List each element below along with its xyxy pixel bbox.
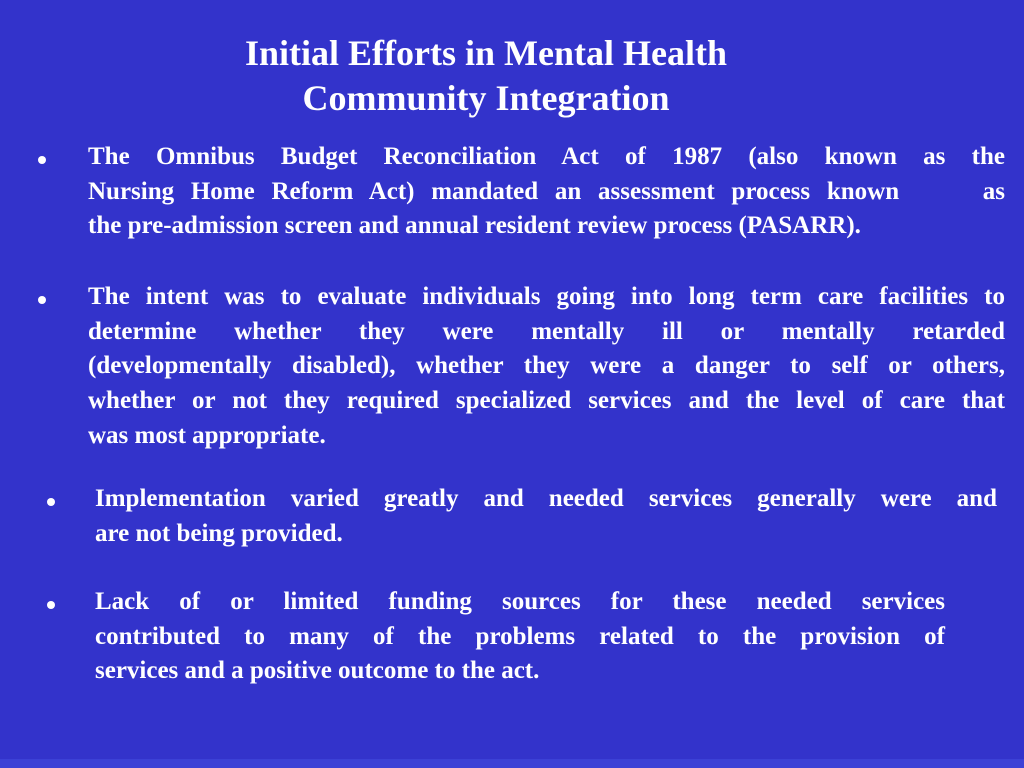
slide-bottom-strip <box>0 759 1024 768</box>
bullet-dot-icon <box>47 601 55 609</box>
bullet-line: The intent was to evaluate individuals going into long term care facilities to <box>88 283 1005 310</box>
bullet-item-2 <box>88 280 1005 454</box>
bullet-line: (developmentally disabled), whether they were a danger to self or others, <box>88 352 1005 380</box>
bullet-item-4 <box>95 585 945 689</box>
bullet-line: the pre-admission screen and annual resident review process (PASARR). <box>88 212 861 240</box>
bullet-line: whether or not they required specialized services and the level of care that <box>88 387 1005 415</box>
title-line-2: Community Integration <box>302 78 670 118</box>
page-title <box>0 31 972 121</box>
bullet-line: The Omnibus Budget Reconciliation Act of 1987 (also known as the <box>88 143 1005 170</box>
bullet-item-3 <box>95 482 997 551</box>
bullet-line: are not being provided. <box>95 519 343 547</box>
bullet-item-1 <box>88 140 1005 244</box>
title-line-1: Initial Efforts in Mental Health <box>245 33 727 73</box>
bullet-dot-icon <box>38 156 46 164</box>
bullet-line: services and a positive outcome to the act. <box>95 657 540 685</box>
bullet-line: was most appropriate. <box>88 421 326 449</box>
bullet-line: determine whether they were mentally ill or mentally retarded <box>88 317 1005 345</box>
bullet-dot-icon <box>47 498 55 506</box>
bullet-line: contributed to many of the problems related to the provision of <box>95 622 945 650</box>
bullet-line: Implementation varied greatly and needed services generally were and <box>95 485 997 512</box>
bullet-line: Lack of or limited funding sources for these needed services <box>95 588 945 615</box>
bullet-line: Nursing Home Reform Act) mandated an assessment process known as <box>88 177 1005 205</box>
bullet-dot-icon <box>38 296 46 304</box>
